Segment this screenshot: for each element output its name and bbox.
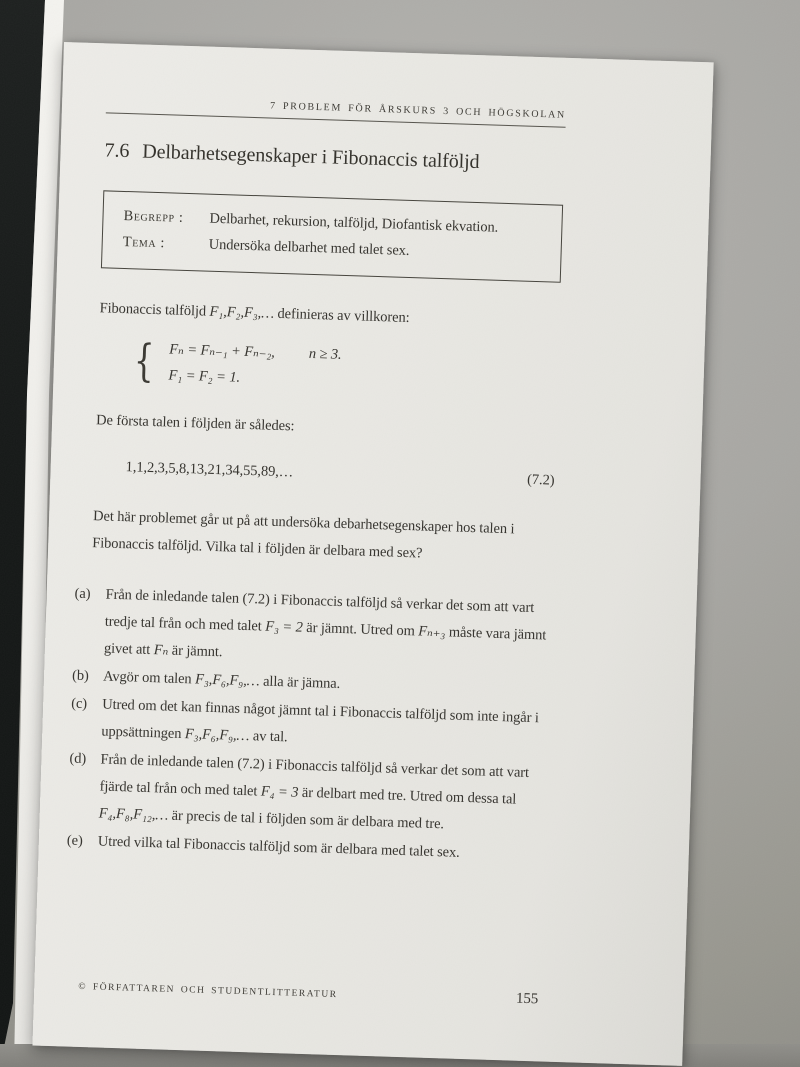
task-text: av tal. xyxy=(249,728,288,746)
info-label-begrepp: Begrepp : xyxy=(123,207,184,226)
math-expression: F₃ = 2 xyxy=(264,618,304,636)
section-heading xyxy=(104,137,565,177)
math-expression: F₄,F₈,F₁₂,… xyxy=(98,805,169,824)
problem-paragraph: Det här problemet går ut på att undersöka debarhetsegenskaper hos talen i Fibonaccis talföljd. Vilka tal i följden är delbara med sex? xyxy=(92,508,515,562)
math-condition: n ≥ 3. xyxy=(308,345,342,363)
section-title: Delbarhetsegenskaper i Fibonaccis talföljd xyxy=(141,140,480,174)
sequence-row xyxy=(94,453,555,494)
task-list xyxy=(66,581,550,870)
section-number: 7.6 xyxy=(104,139,130,163)
sequence-intro-paragraph: De första talen i följden är således: xyxy=(95,412,295,435)
task-text: måste vara jämnt givet att xyxy=(103,624,547,659)
info-text-tema: Undersöka delbarhet med talet sex. xyxy=(208,236,410,259)
intro-text-end: definieras av villkoren: xyxy=(273,305,410,326)
intro-paragraph xyxy=(99,295,560,336)
equation-lines xyxy=(168,336,342,393)
task-text: alla är jämna. xyxy=(259,673,341,692)
math-expression: F₄ = 3 xyxy=(260,783,299,801)
equation-number: (7.2) xyxy=(526,471,555,489)
task-item-d xyxy=(67,746,545,842)
equation-brace: { xyxy=(133,335,155,387)
task-label-d: (d) xyxy=(69,750,87,768)
math-recursion: Fₙ = Fₙ₋₁ + Fₙ₋₂, xyxy=(169,341,276,361)
page-number: 155 xyxy=(515,990,539,1008)
task-label-e: (e) xyxy=(66,832,83,849)
book-page xyxy=(32,42,713,1066)
task-text: Avgör om talen xyxy=(102,668,196,688)
fibonacci-sequence: 1,1,2,3,5,8,13,21,34,55,89,… xyxy=(125,459,294,481)
task-text: Från de inledande talen (7.2) i Fibonaccis talföljd så verkar det som att vart fjärde tal från och med talet xyxy=(99,751,530,800)
intro-text: Fibonaccis talföljd xyxy=(99,300,210,320)
task-text: Från de inledande talen (7.2) i Fibonaccis talföljd så verkar det som att vart tredje tal från och med talet xyxy=(104,586,535,635)
task-item-a xyxy=(73,581,551,677)
math-expression: F₃,F₆,F₉,… xyxy=(184,726,250,745)
math-expression: Fₙ xyxy=(153,642,169,659)
math-fibonacci-terms: F₁,F₂,F₃,… xyxy=(209,303,275,322)
math-base-case: F₁ = F₂ = 1. xyxy=(168,367,241,386)
task-text: är delbart med tre. Utred om dessa tal xyxy=(298,784,517,808)
info-text-begrepp: Delbarhet, rekursion, talföljd, Diofantisk ekvation. xyxy=(209,210,499,236)
running-header-row xyxy=(106,95,566,121)
footer-copyright: © FÖRFATTAREN OCH STUDENTLITTERATUR xyxy=(78,981,338,1001)
task-label-a: (a) xyxy=(74,585,91,603)
page-footer xyxy=(78,972,539,1015)
task-text: är precis de tal i följden som är delbara med tre. xyxy=(167,807,445,833)
math-expression: F₃,F₆,F₉,… xyxy=(194,671,260,690)
info-box xyxy=(101,190,563,282)
task-text: är jämnt. Utred om xyxy=(302,619,419,640)
task-text: Utred om det kan finnas något jämnt tal i Fibonaccis talföljd som inte ingår i uppsättningen xyxy=(101,696,540,743)
base-case-equation xyxy=(168,362,341,393)
info-label-tema: Tema : xyxy=(122,233,166,252)
task-text: Utred vilka tal Fibonaccis talföljd som är delbara med talet sex. xyxy=(97,833,460,861)
equation-block xyxy=(129,335,558,400)
math-expression: Fₙ₊₃ xyxy=(418,623,446,641)
task-label-c: (c) xyxy=(70,695,88,713)
running-header: 7 PROBLEM FÖR ÅRSKURS 3 OCH HÖGSKOLAN xyxy=(269,100,567,121)
task-label-b: (b) xyxy=(71,667,89,685)
task-text: är jämnt. xyxy=(167,642,223,661)
